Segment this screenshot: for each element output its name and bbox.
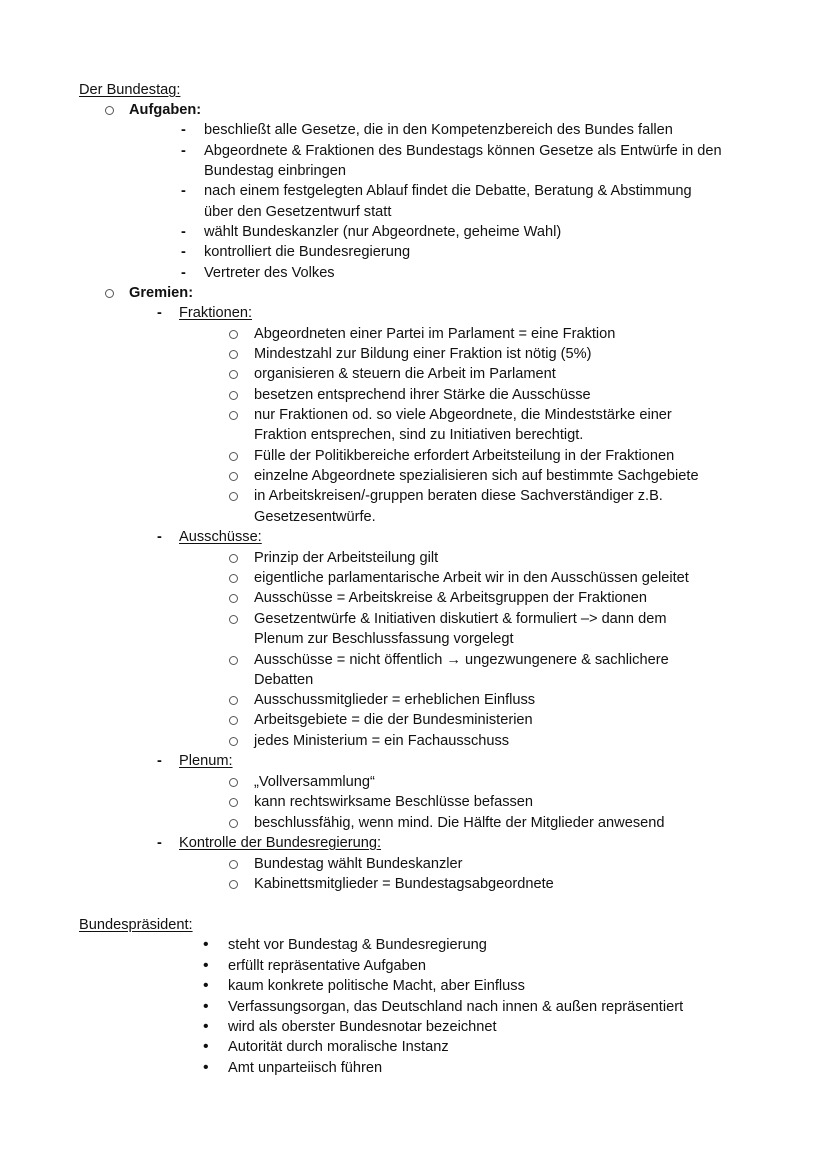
circle-bullet-icon	[229, 691, 238, 711]
list-item: Abgeordnete & Fraktionen des Bundestags können Gesetze als Entwürfe in den	[204, 143, 722, 159]
list-item: nach einem festgelegten Ablauf findet die Debatte, Beratung & Abstimmung	[204, 183, 692, 199]
dash-bullet-icon: -	[181, 244, 186, 260]
subsection-ausschuesse: Ausschüsse:	[179, 529, 262, 545]
dash-bullet-icon: -	[181, 143, 186, 159]
list-item: einzelne Abgeordnete spezialisieren sich auf bestimmte Sachgebiete	[254, 468, 699, 484]
circle-bullet-icon	[229, 814, 238, 834]
dot-bullet-icon: •	[203, 1018, 209, 1035]
dot-bullet-icon: •	[203, 936, 209, 953]
list-item: erfüllt repräsentative Aufgaben	[228, 958, 426, 974]
list-item: in Arbeitskreisen/-gruppen beraten diese Sachverständiger z.B.	[254, 488, 663, 504]
circle-bullet-icon	[229, 875, 238, 895]
circle-bullet-icon	[229, 793, 238, 813]
list-item: Arbeitsgebiete = die der Bundesministerien	[254, 712, 533, 728]
list-item: wählt Bundeskanzler (nur Abgeordnete, geheime Wahl)	[204, 224, 562, 240]
dash-bullet-icon: -	[157, 529, 162, 545]
list-item-continuation: über den Gesetzentwurf statt	[204, 204, 392, 220]
list-item: Abgeordneten einer Partei im Parlament = eine Fraktion	[254, 326, 616, 342]
list-item-continuation: Fraktion entsprechen, sind zu Initiativen berechtigt.	[254, 427, 584, 443]
circle-bullet-icon	[229, 610, 238, 630]
list-item: „Vollversammlung“	[254, 774, 375, 790]
dot-bullet-icon: •	[203, 977, 209, 994]
list-item-continuation: Debatten	[254, 672, 314, 688]
list-item: wird als oberster Bundesnotar bezeichnet	[228, 1019, 497, 1035]
list-item: kann rechtswirksame Beschlüsse befassen	[254, 794, 534, 810]
list-item: Ausschüsse = nicht öffentlich → ungezwungenere & sachlichere	[254, 652, 669, 668]
dash-bullet-icon: -	[157, 753, 162, 769]
dash-bullet-icon: -	[181, 122, 186, 138]
dash-bullet-icon: -	[181, 265, 186, 281]
circle-bullet-icon	[229, 651, 238, 671]
list-item: Kabinettsmitglieder = Bundestagsabgeordnete	[254, 876, 554, 892]
list-item: kaum konkrete politische Macht, aber Einfluss	[228, 978, 525, 994]
dot-bullet-icon: •	[203, 1038, 209, 1055]
section-heading-bundespraesident: Bundespräsident:	[79, 917, 193, 933]
list-item: beschließt alle Gesetze, die in den Kompetenzbereich des Bundes fallen	[204, 122, 673, 138]
list-item: Fülle der Politikbereiche erfordert Arbeitsteilung in der Fraktionen	[254, 448, 675, 464]
section-heading-bundestag: Der Bundestag:	[79, 82, 181, 98]
circle-bullet-icon	[229, 447, 238, 467]
circle-bullet-icon	[229, 345, 238, 365]
list-item: Verfassungsorgan, das Deutschland nach innen & außen repräsentiert	[228, 999, 684, 1015]
subheading-gremien: Gremien:	[129, 285, 194, 301]
dash-bullet-icon: -	[157, 835, 162, 851]
circle-bullet-icon	[229, 325, 238, 345]
circle-bullet-icon	[105, 101, 114, 121]
circle-bullet-icon	[229, 406, 238, 426]
subsection-kontrolle: Kontrolle der Bundesregierung:	[179, 835, 382, 851]
circle-bullet-icon	[229, 711, 238, 731]
list-item: Ausschussmitglieder = erheblichen Einfluss	[254, 692, 536, 708]
list-item: Ausschüsse = Arbeitskreise & Arbeitsgruppen der Fraktionen	[254, 590, 648, 606]
circle-bullet-icon	[229, 467, 238, 487]
subsection-fraktionen: Fraktionen:	[179, 305, 253, 321]
circle-bullet-icon	[229, 773, 238, 793]
dot-bullet-icon: •	[203, 1059, 209, 1076]
list-item: Amt unparteiisch führen	[228, 1060, 383, 1076]
list-item: kontrolliert die Bundesregierung	[204, 244, 411, 260]
circle-bullet-icon	[229, 365, 238, 385]
list-item: Gesetzentwürfe & Initiativen diskutiert & formuliert –> dann dem	[254, 611, 667, 627]
list-item-continuation: Gesetzesentwürfe.	[254, 509, 376, 525]
dash-bullet-icon: -	[181, 224, 186, 240]
circle-bullet-icon	[105, 284, 114, 304]
list-item: steht vor Bundestag & Bundesregierung	[228, 937, 487, 953]
circle-bullet-icon	[229, 589, 238, 609]
list-item: Vertreter des Volkes	[204, 265, 335, 281]
circle-bullet-icon	[229, 487, 238, 507]
list-item: eigentliche parlamentarische Arbeit wir in den Ausschüssen geleitet	[254, 570, 689, 586]
list-item: organisieren & steuern die Arbeit im Parlament	[254, 366, 556, 382]
circle-bullet-icon	[229, 855, 238, 875]
list-item-continuation: Plenum zur Beschlussfassung vorgelegt	[254, 631, 514, 647]
list-item: jedes Ministerium = ein Fachausschuss	[254, 733, 510, 749]
circle-bullet-icon	[229, 732, 238, 752]
list-item: Mindestzahl zur Bildung einer Fraktion ist nötig (5%)	[254, 346, 592, 362]
list-item: Prinzip der Arbeitsteilung gilt	[254, 550, 439, 566]
dash-bullet-icon: -	[181, 183, 186, 199]
list-item: beschlussfähig, wenn mind. Die Hälfte der Mitglieder anwesend	[254, 815, 665, 831]
subsection-plenum: Plenum:	[179, 753, 233, 769]
list-item: Bundestag wählt Bundeskanzler	[254, 856, 463, 872]
circle-bullet-icon	[229, 549, 238, 569]
dot-bullet-icon: •	[203, 998, 209, 1015]
list-item: nur Fraktionen od. so viele Abgeordnete, die Mindeststärke einer	[254, 407, 672, 423]
dot-bullet-icon: •	[203, 957, 209, 974]
list-item: Autorität durch moralische Instanz	[228, 1039, 449, 1055]
dash-bullet-icon: -	[157, 305, 162, 321]
subheading-aufgaben: Aufgaben:	[129, 102, 202, 118]
list-item: besetzen entsprechend ihrer Stärke die Ausschüsse	[254, 387, 591, 403]
circle-bullet-icon	[229, 386, 238, 406]
list-item-continuation: Bundestag einbringen	[204, 163, 346, 179]
circle-bullet-icon	[229, 569, 238, 589]
